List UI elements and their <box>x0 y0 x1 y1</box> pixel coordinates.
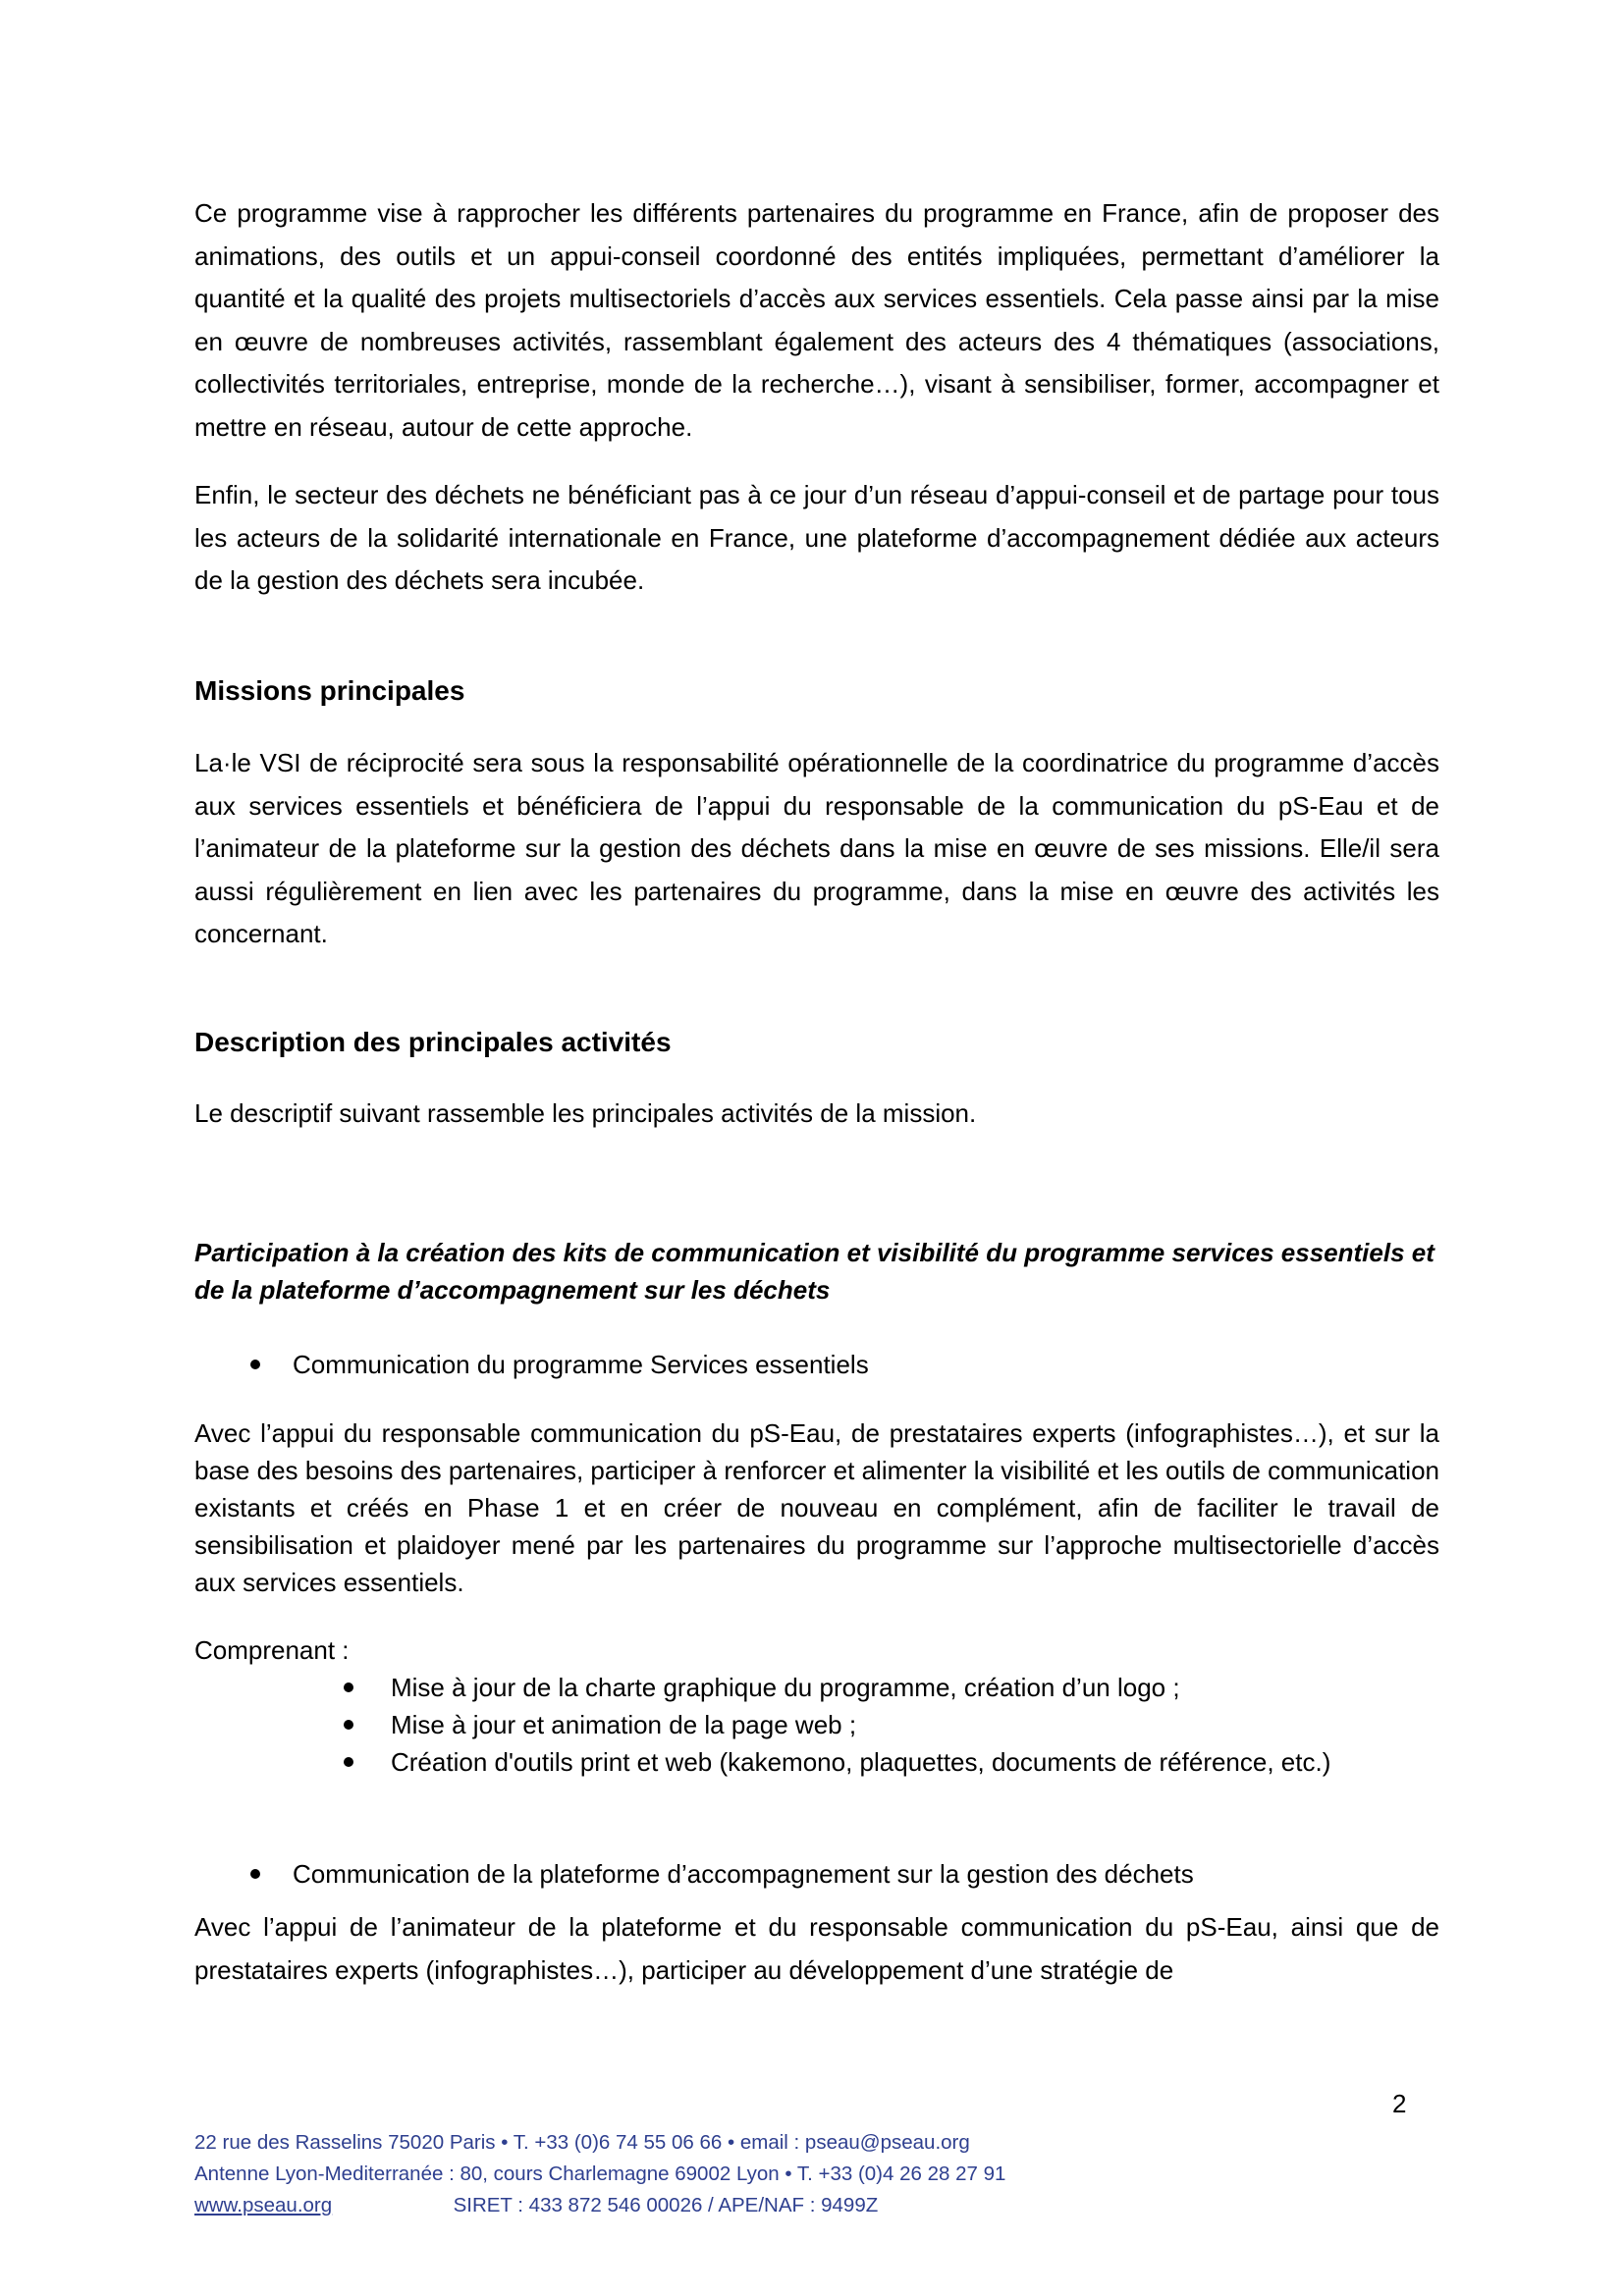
activities-heading: Description des principales activités <box>194 1027 672 1057</box>
intro-paragraph-2: Enfin, le secteur des déchets ne bénéficiant pas à ce jour d’un réseau d’appui-conseil et de partage pour tous les acteurs de la solidarité internationale en France, une plateforme d’accompagnement dédiée aux acteurs de la gestion des déchets sera incubée. <box>194 480 1439 595</box>
page-number: 2 <box>1392 2089 1407 2118</box>
bullet-text: Communication du programme Services essentiels <box>293 1350 869 1379</box>
activities-intro: Le descriptif suivant rassemble les principales activités de la mission. <box>194 1098 977 1128</box>
bullet-text: Communication de la plateforme d’accompagnement sur la gestion des déchets <box>293 1859 1194 1889</box>
missions-paragraph: La·le VSI de réciprocité sera sous la responsabilité opérationnelle de la coordinatrice du programme d’accès aux services essentiels et bénéficiera de l’appui du responsable de la communication du pS-Eau et de l’animateur de la plateforme sur la gestion des déchets dans la mise en œuvre de ses missions. Elle/il sera aussi régulièrement en lien avec les partenaires du programme, dans la mise en œuvre des activités les concernant. <box>194 748 1439 948</box>
footer-address-lyon: Antenne Lyon-Mediterranée : 80, cours Charlemagne 69002 Lyon • T. +33 (0)4 26 28 27 91 <box>194 2163 1006 2185</box>
activities-subheading: Participation à la création des kits de communication et visibilité du programme services essentiels et de la plateforme d’accompagnement sur les déchets <box>194 1238 1435 1305</box>
footer-siret: SIRET : 433 872 546 00026 / APE/NAF : 9499Z <box>453 2194 879 2216</box>
comprenant-label: Comprenant : <box>194 1635 350 1665</box>
footer-address-paris: 22 rue des Rasselins 75020 Paris • T. +33 (0)6 74 55 06 66 • email : pseau@pseau.org <box>194 2131 970 2154</box>
footer-web-line <box>194 2194 878 2217</box>
bullet1-paragraph: Avec l’appui du responsable communication du pS-Eau, de prestataires experts (infographistes…), et sur la base des besoins des partenaires, participer à renforcer et alimenter la visibilité et les outils de communication existants et créés en Phase 1 et en créer de nouveau en complément, afin de faciliter le travail de sensibilisation et plaidoyer mené par les partenaires du programme sur l’approche multisectorielle d’accès aux services essentiels. <box>194 1418 1439 1597</box>
bullet-icon <box>344 1757 353 1767</box>
sub-bullet-text: Création d'outils print et web (kakemono, plaquettes, documents de référence, etc.) <box>391 1747 1331 1777</box>
website-link[interactable]: www.pseau.org <box>194 2194 333 2216</box>
sub-bullet-text: Mise à jour et animation de la page web ; <box>391 1710 857 1739</box>
missions-heading: Missions principales <box>194 675 465 706</box>
bullet-icon <box>344 1720 353 1730</box>
bullet2-paragraph: Avec l’appui de l’animateur de la plateforme et du responsable communication du pS-Eau, ainsi que de prestataires experts (infographistes…), participer au développement d’une stratégie de <box>194 1912 1439 1985</box>
sub-bullet-text: Mise à jour de la charte graphique du programme, création d’un logo ; <box>391 1673 1180 1702</box>
bullet-icon <box>250 1869 260 1879</box>
bullet-icon <box>250 1360 260 1369</box>
bullet-icon <box>344 1682 353 1692</box>
intro-paragraph-1: Ce programme vise à rapprocher les différents partenaires du programme en France, afin de proposer des animations, des outils et un appui-conseil coordonné des entités impliquées, permettant d’améliorer la quantité et la qualité des projets multisectoriels d’accès aux services essentiels. Cela passe ainsi par la mise en œuvre de nombreuses activités, rassemblant également des acteurs des 4 thématiques (associations, collectivités territoriales, entreprise, monde de la recherche…), visant à sensibiliser, former, accompagner et mettre en réseau, autour de cette approche. <box>194 198 1439 442</box>
